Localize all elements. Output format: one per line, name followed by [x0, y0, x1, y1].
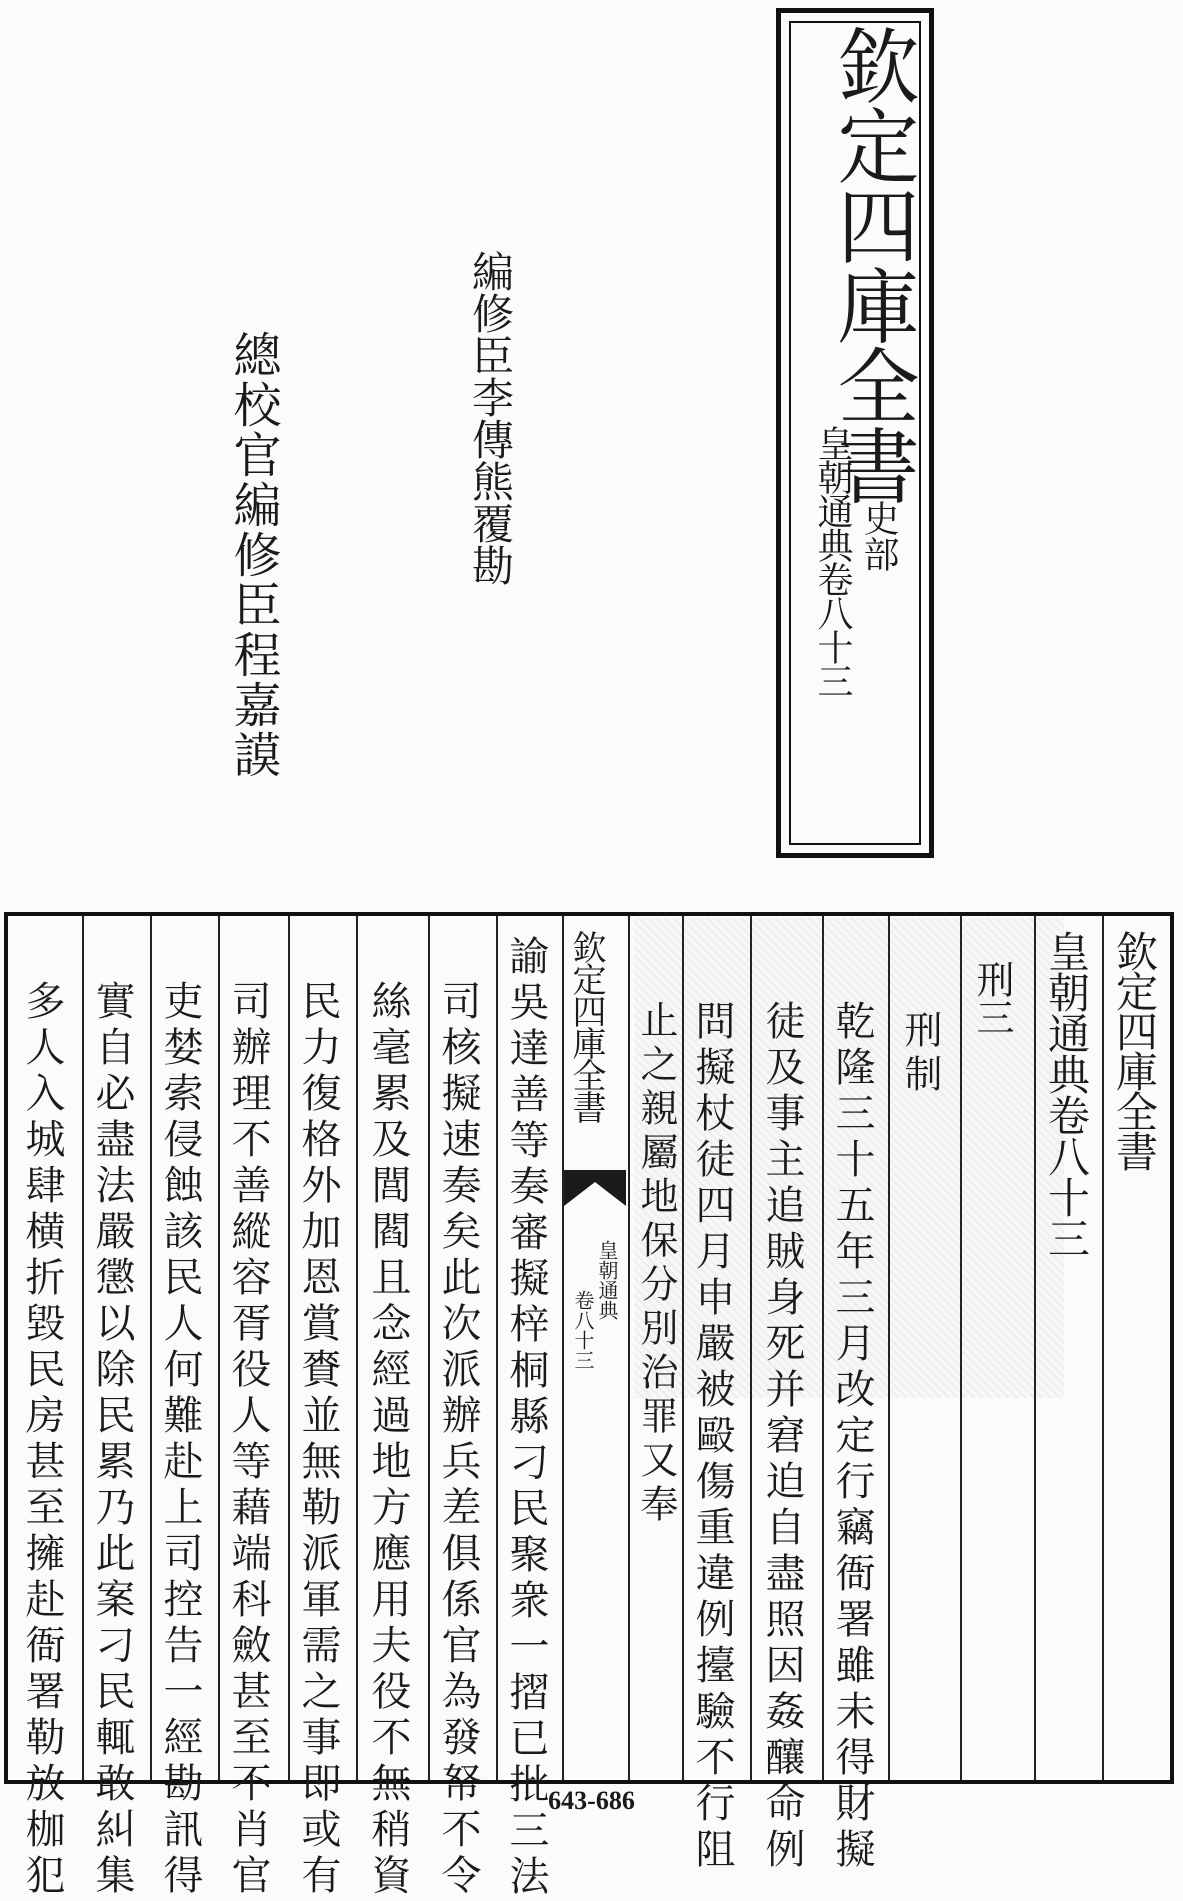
- text-column: 問擬杖徒四月申嚴被毆傷重違例擡驗不行阻: [689, 1000, 735, 1874]
- fold-juan-label: 卷八十三: [571, 1290, 595, 1370]
- cover-section: 史部: [858, 500, 899, 572]
- column-rule: [150, 916, 152, 1780]
- page-book-title: 皇朝通典卷八十三: [1042, 930, 1091, 1258]
- page-number: 643-686: [548, 1786, 635, 1815]
- fold-book-label: 皇朝通典: [595, 1240, 619, 1320]
- page-header-title: 欽定四庫全書: [1110, 930, 1159, 1170]
- section-heading: 刑制: [898, 1010, 942, 1098]
- chief-editor-credit: 總校官編修臣程嘉謨: [225, 330, 281, 780]
- column-rule: [356, 916, 358, 1780]
- fold-title: 欽定四庫全書: [566, 930, 606, 1122]
- column-rule: [82, 916, 84, 1780]
- column-rule: [682, 916, 684, 1780]
- text-column: 乾隆三十五年三月改定行竊衙署雖未得財擬: [829, 1000, 875, 1874]
- cover-title: 欽定四庫全書: [824, 24, 919, 504]
- text-column: 諭吳達善等奏審擬梓桐縣刁民聚衆一摺已批三法: [503, 935, 549, 1901]
- text-column: 司辦理不善縱容胥役人等藉端科斂甚至不肖官: [225, 980, 271, 1900]
- text-column: 吏婪索侵蝕該民人何難赴上司控告一經勘訊得: [157, 980, 203, 1900]
- text-column: 民力復格外加恩賞賚並無勒派軍需之事即或有: [295, 980, 341, 1900]
- column-rule: [496, 916, 498, 1780]
- cover-juan: 皇朝通典卷八十三: [812, 425, 853, 697]
- column-rule: [888, 916, 890, 1780]
- column-rule: [288, 916, 290, 1780]
- editor-credit: 編修臣李傳熊覆勘: [466, 250, 515, 586]
- text-column: 多人入城肆横折毀民房甚至擁赴衙署勒放枷犯: [19, 980, 65, 1900]
- text-column: 實自必盡法嚴懲以除民累乃此案刁民輒敢糾集: [89, 980, 135, 1900]
- text-column: 徒及事主追賊身死并窘迫自盡照因姦釀命例: [759, 1000, 805, 1874]
- page-chapter: 刑三: [970, 960, 1014, 1036]
- column-rule: [428, 916, 430, 1780]
- text-column: 絲毫累及閭閻且念經過地方應用夫役不無稍資: [365, 980, 411, 1900]
- text-column: 止之親屬地保分別治罪又奉: [634, 1000, 678, 1528]
- centre-fold-rule: [562, 916, 564, 1780]
- column-rule: [750, 916, 752, 1780]
- column-rule: [960, 916, 962, 1780]
- text-column: 司核擬速奏矣此次派辦兵差俱係官為發帑不令: [435, 980, 481, 1900]
- column-rule: [218, 916, 220, 1780]
- column-rule: [1102, 916, 1104, 1780]
- column-rule: [628, 916, 630, 1780]
- column-rule: [822, 916, 824, 1780]
- column-rule: [1034, 916, 1036, 1780]
- fishtail-mark: [562, 1168, 628, 1208]
